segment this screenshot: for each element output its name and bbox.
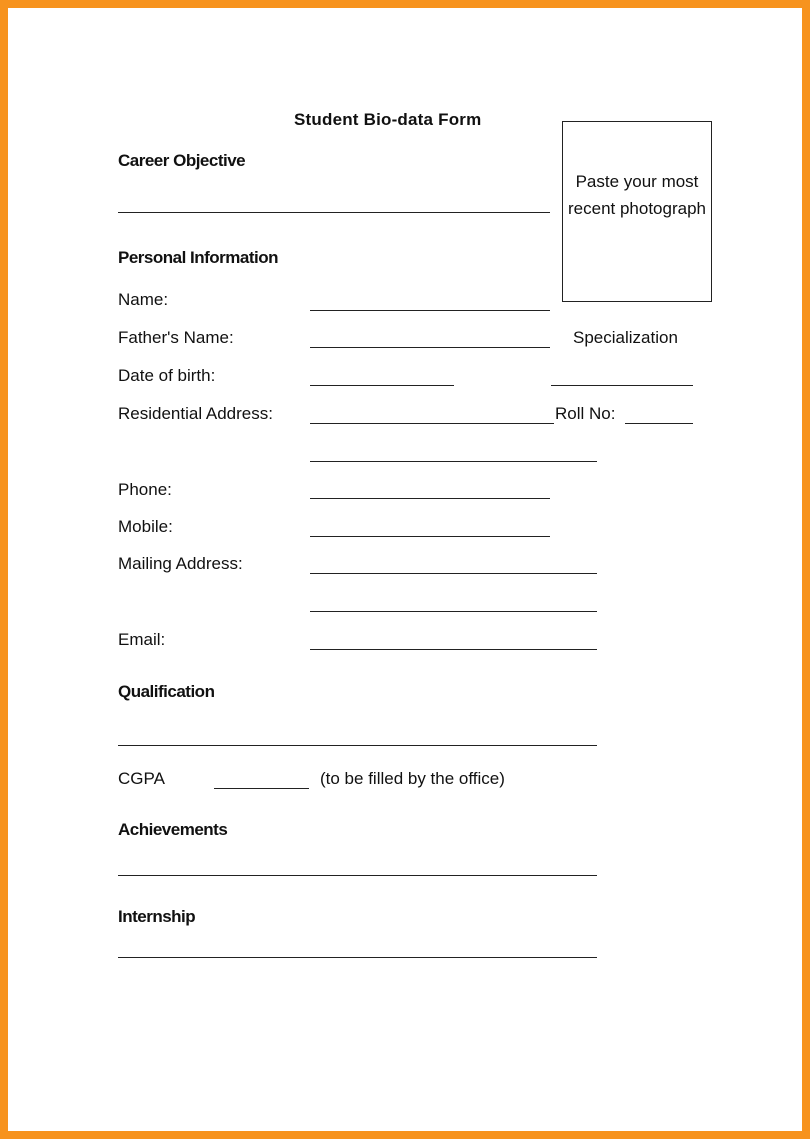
residential-address-label: Residential Address: (118, 404, 273, 423)
roll-no-line[interactable] (625, 423, 693, 424)
cgpa-note: (to be filled by the office) (320, 769, 505, 788)
specialization-label: Specialization (573, 328, 678, 347)
name-label: Name: (118, 290, 169, 309)
internship-line[interactable] (118, 957, 597, 958)
mailing-address-line-1[interactable] (310, 573, 597, 574)
name-line[interactable] (310, 310, 550, 311)
achievements-heading: Achievements (118, 820, 228, 839)
roll-no-label: Roll No: (555, 404, 616, 423)
qualification-line[interactable] (118, 745, 597, 746)
fathers-name-label: Father's Name: (118, 328, 234, 347)
residential-address-line-2[interactable] (310, 461, 597, 462)
personal-information-heading: Personal Information (118, 248, 279, 267)
career-objective-heading: Career Objective (118, 151, 246, 170)
phone-label: Phone: (118, 480, 172, 499)
phone-line[interactable] (310, 498, 550, 499)
fathers-name-line[interactable] (310, 347, 550, 348)
email-line[interactable] (310, 649, 597, 650)
mailing-address-label: Mailing Address: (118, 554, 243, 573)
achievements-line[interactable] (118, 875, 597, 876)
cgpa-label: CGPA (118, 769, 165, 788)
qualification-heading: Qualification (118, 682, 215, 701)
internship-heading: Internship (118, 907, 196, 926)
mobile-label: Mobile: (118, 517, 173, 536)
email-label: Email: (118, 630, 166, 649)
career-objective-line[interactable] (118, 212, 550, 213)
residential-address-line-1[interactable] (310, 423, 554, 424)
dob-line[interactable] (310, 385, 454, 386)
dob-label: Date of birth: (118, 366, 216, 385)
cgpa-line[interactable] (214, 788, 309, 789)
mailing-address-line-2[interactable] (310, 611, 597, 612)
photo-box-label: Paste your most recent photograph (568, 172, 706, 218)
photo-box[interactable] (562, 121, 712, 302)
form-title: Student Bio-data Form (294, 110, 482, 129)
specialization-line[interactable] (551, 385, 693, 386)
mobile-line[interactable] (310, 536, 550, 537)
